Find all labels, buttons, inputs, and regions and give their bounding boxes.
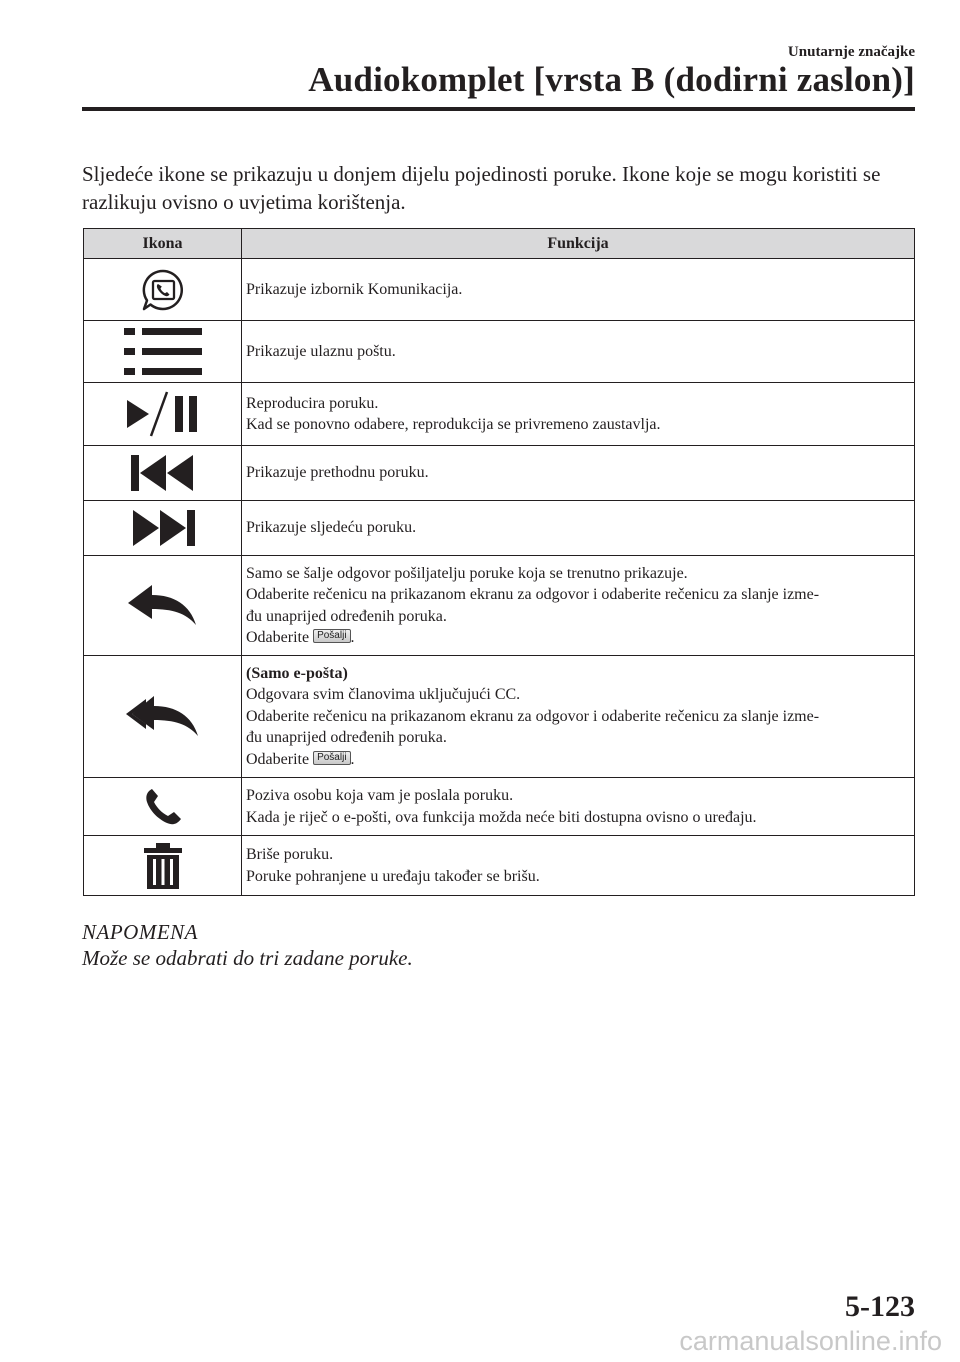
function-text-select: Odaberite Pošalji . xyxy=(246,629,355,646)
icon-column-header: Ikona xyxy=(84,229,242,259)
table-row xyxy=(84,383,915,446)
page-number: 5-123 xyxy=(845,1290,915,1323)
table-row xyxy=(84,321,915,383)
function-text: Odaberite rečenicu na prikazanom ekranu za odgovor i odaberite rečenicu za slanje izme- xyxy=(246,586,820,603)
table-row xyxy=(84,656,915,778)
function-text: Prikazuje prethodnu poruku. xyxy=(246,464,429,482)
function-column-header: Funkcija xyxy=(242,229,915,259)
function-text: Odgovara svim članovima uključujući CC. xyxy=(246,686,521,704)
table-row xyxy=(84,556,915,656)
header-divider xyxy=(82,107,915,111)
previous-track-icon xyxy=(131,453,195,493)
table-row xyxy=(84,836,915,896)
page-title: Audiokomplet [vrsta B (dodirni zaslon)] xyxy=(308,60,915,99)
function-text: Odaberite rečenicu na prikazanom ekranu za odgovor i odaberite rečenicu za slanje izme- xyxy=(246,707,820,725)
function-text: Samo se šalje odgovor pošiljatelju poruke koja se trenutno prikazuje. xyxy=(246,564,688,582)
play-pause-icon xyxy=(127,390,199,438)
reply-icon xyxy=(128,585,198,627)
function-text: Kad se ponovno odabere, reprodukcija se privremeno zaustavlja. xyxy=(246,416,661,433)
function-text-select: Odaberite Pošalji . xyxy=(246,750,355,768)
function-text: đu unaprijed određenih poruka. xyxy=(246,729,447,747)
table-row xyxy=(84,259,915,321)
function-text: Briše poruku. xyxy=(246,846,334,863)
communication-phone-icon xyxy=(142,269,184,311)
function-text-heading: (Samo e-pošta) xyxy=(246,664,348,682)
section-label: Unutarnje značajke xyxy=(787,44,915,60)
reply-all-icon xyxy=(126,696,200,738)
function-text: Prikazuje izbornik Komunikacija. xyxy=(246,280,463,298)
next-track-icon xyxy=(131,508,195,548)
send-button: Pošalji xyxy=(313,629,350,643)
function-text: Kada je riječ o e-pošti, ova funkcija možda neće biti dostupna ovisno o uređaju. xyxy=(246,808,757,826)
watermark: carmanualsonline.info xyxy=(679,1326,942,1356)
function-text: Reproducira poruku. xyxy=(246,394,379,412)
send-button: Pošalji xyxy=(313,751,350,765)
table-row xyxy=(84,501,915,556)
function-text: Poziva osobu koja vam je poslala poruku. xyxy=(246,787,514,804)
table-row xyxy=(84,778,915,836)
function-text: Poruke pohranjene u uređaju također se brišu. xyxy=(246,867,540,885)
table-header-row xyxy=(84,229,915,259)
table-row xyxy=(84,446,915,501)
trash-icon xyxy=(144,843,182,889)
function-text: đu unaprijed određenih poruka. xyxy=(246,607,447,625)
note-text: Može se odabrati do tri zadane poruke. xyxy=(82,946,413,970)
icon-function-table xyxy=(83,228,915,896)
phone-call-icon xyxy=(143,787,183,827)
inbox-list-icon xyxy=(124,327,202,377)
function-text: Prikazuje ulaznu poštu. xyxy=(246,342,396,360)
function-text: Prikazuje sljedeću poruku. xyxy=(246,519,417,537)
note-title: NAPOMENA xyxy=(82,920,198,944)
intro-paragraph: Sljedeće ikone se prikazuju u donjem dijelu pojedinosti poruke. Ikone koje se mogu koristiti se razlikuju ovisno o uvjetima korištenja. xyxy=(82,162,881,214)
